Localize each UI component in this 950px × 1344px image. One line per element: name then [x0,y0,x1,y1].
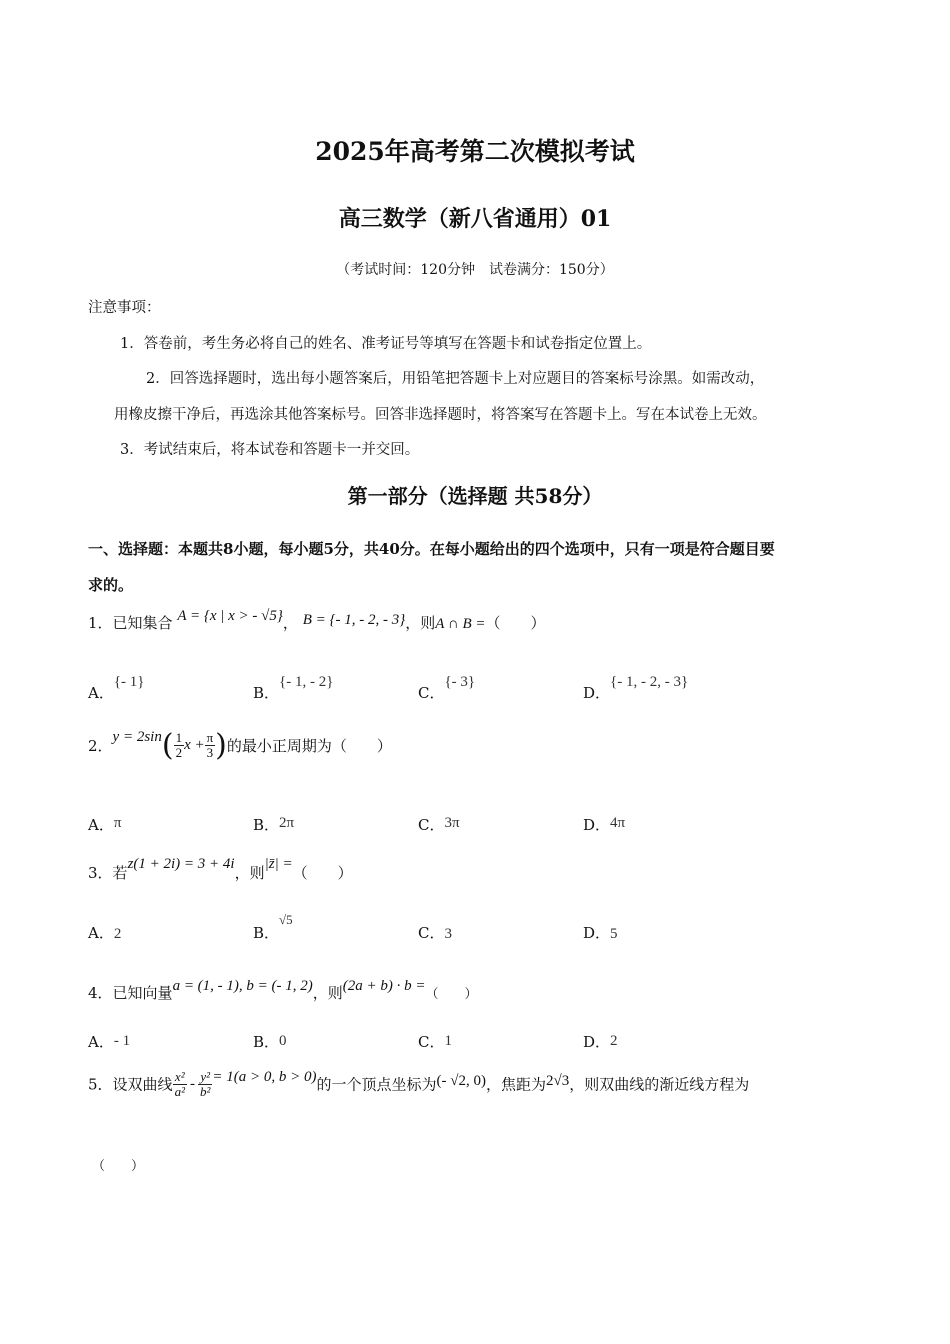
exam-info: （考试时间：120分钟 试卷满分：150分） [336,262,614,278]
fraction-x2-a2 [173,1070,187,1098]
option-c [418,922,452,943]
option-d [583,674,689,703]
option-value: {- 3} [444,674,476,690]
question-text: 设双曲线 [112,1075,173,1094]
notice-item-2a: 2．回答选择题时，选出每小题答案后，用铅笔把答题卡上对应题目的答案标号涂黑。如需改动， [146,371,765,387]
numerator: y² [198,1070,212,1085]
denominator: 2 [175,745,183,760]
option-value: √5 [279,912,293,927]
option-value: 2 [113,926,122,942]
intersection-formula: A ∩ B = [435,616,486,632]
exam-title: 2025年高考第二次模拟考试 [315,137,635,166]
question-text: 若 [112,864,128,882]
vertex-coordinate: (- √2, 0) [436,1072,486,1089]
question-3 [88,856,353,883]
option-label: A． [88,816,114,834]
option-value: {- 1, - 2, - 3} [610,674,689,690]
option-b [253,1031,287,1052]
exam-subtitle: 高三数学（新八省通用）01 [338,206,612,232]
option-value: {- 1} [113,674,145,690]
focal-distance: 2√3 [545,1072,570,1089]
x-plus: x + [184,737,205,753]
section-title: 第一部分（选择题 共58分） [347,484,603,508]
part-instructions-line1: 一、选择题：本题共8小题，每小题5分，共40分。在每小题给出的四个选项中，只有一项是符合题目要 [88,540,775,558]
notice-heading: 注意事项： [88,300,161,316]
option-value: 3π [444,815,460,831]
set-a-formula: A = {x | x > - √5} [177,608,283,624]
question-text: 已知集合 [112,614,173,632]
option-value: 3 [444,926,452,942]
option-c [418,814,460,835]
option-label: D． [583,816,611,834]
part-instructions-line2: 求的。 [88,576,134,594]
modulus-formula: |z̄| = [264,856,293,872]
answer-blank: （ ） [92,1159,145,1174]
option-a [88,1031,130,1052]
denominator: 3 [206,745,214,760]
numerator: 1 [175,730,183,746]
option-value: 2 [610,1033,618,1049]
minus-sign: - [189,1075,195,1092]
option-a [88,674,145,703]
question-4 [88,978,478,1003]
answer-blank: （ ） [485,614,546,632]
left-paren: ( [161,728,174,763]
hyperbola-condition: = 1(a > 0, b > 0) [212,1068,317,1085]
then-text: ，则 [405,614,436,632]
vector-definition: a = (1, - 1), b = (- 1, 2) [172,978,313,994]
option-a [88,922,121,943]
option-label: B． [253,816,280,834]
dot-product-formula: (2a + b) · b = [342,978,426,994]
question-number: 1． [88,614,113,632]
option-b [253,674,334,703]
option-c [418,1031,452,1052]
numerator: π [206,730,214,746]
right-paren: ) [215,728,227,763]
option-value: 1 [444,1033,452,1049]
option-value: 4π [610,815,626,831]
option-label: C． [418,816,445,834]
question-number: 3． [88,864,113,882]
option-d [583,922,618,943]
option-label: D． [583,684,611,702]
fraction-one-half [174,731,185,759]
option-label: D． [583,924,611,942]
question-text-mid: 的一个顶点坐标为 [316,1075,437,1094]
option-d [583,814,625,835]
notice-item-2b: 用橡皮擦干净后，再选涂其他答案标号。回答非选择题时，将答案写在答题卡上。写在本试卷上无效。 [114,407,767,423]
question-text: 的最小正周期为（ ） [226,737,392,755]
denominator: a² [174,1083,185,1099]
separator: ， [282,614,298,632]
option-label: C． [418,924,445,942]
option-c [418,674,476,703]
option-label: C． [418,684,445,702]
question-number: 4． [88,984,113,1002]
option-value: {- 1, - 2} [279,674,334,690]
question-number: 5． [88,1075,113,1094]
fraction-y2-b2 [198,1070,212,1098]
question-number: 2． [88,737,113,755]
complex-equation: z(1 + 2i) = 3 + 4i [127,856,235,872]
option-b [253,814,294,835]
then-text: ，则 [234,864,265,882]
option-label: A． [88,924,114,942]
numerator: x² [173,1070,187,1085]
question-text-mid2: ，焦距为 [485,1075,546,1094]
answer-blank: （ ） [425,987,478,1002]
option-value: 0 [279,1033,287,1049]
option-label: A． [88,1033,114,1051]
question-2 [88,728,392,763]
fraction-pi-third [205,731,216,759]
question-1 [88,608,546,633]
option-label: B． [253,684,280,702]
option-b [253,912,293,943]
denominator: b² [199,1083,211,1099]
option-label: B． [253,924,280,942]
option-value: 2π [279,815,295,831]
question-text-tail: ，则双曲线的渐近线方程为 [569,1075,750,1094]
option-d [583,1031,618,1052]
option-label: B． [253,1033,280,1051]
notice-item-3: 3．考试结束后，将本试卷和答题卡一并交回。 [120,442,420,458]
option-a [88,814,121,835]
option-value: π [113,815,122,831]
set-b-formula: B = {- 1, - 2, - 3} [302,612,406,628]
option-label: D． [583,1033,611,1051]
notice-item-1: 1．答卷前，考生务必将自己的姓名、准考证号等填写在答题卡和试卷指定位置上。 [120,336,652,352]
option-value: 5 [610,926,618,942]
option-label: A． [88,684,114,702]
function-lhs: y = 2sin [112,729,162,745]
question-text: 已知向量 [112,984,173,1002]
question-5 [88,1070,749,1098]
then-text: ，则 [312,984,343,1002]
answer-blank: （ ） [292,864,353,882]
option-value: - 1 [113,1033,131,1049]
option-label: C． [418,1033,445,1051]
